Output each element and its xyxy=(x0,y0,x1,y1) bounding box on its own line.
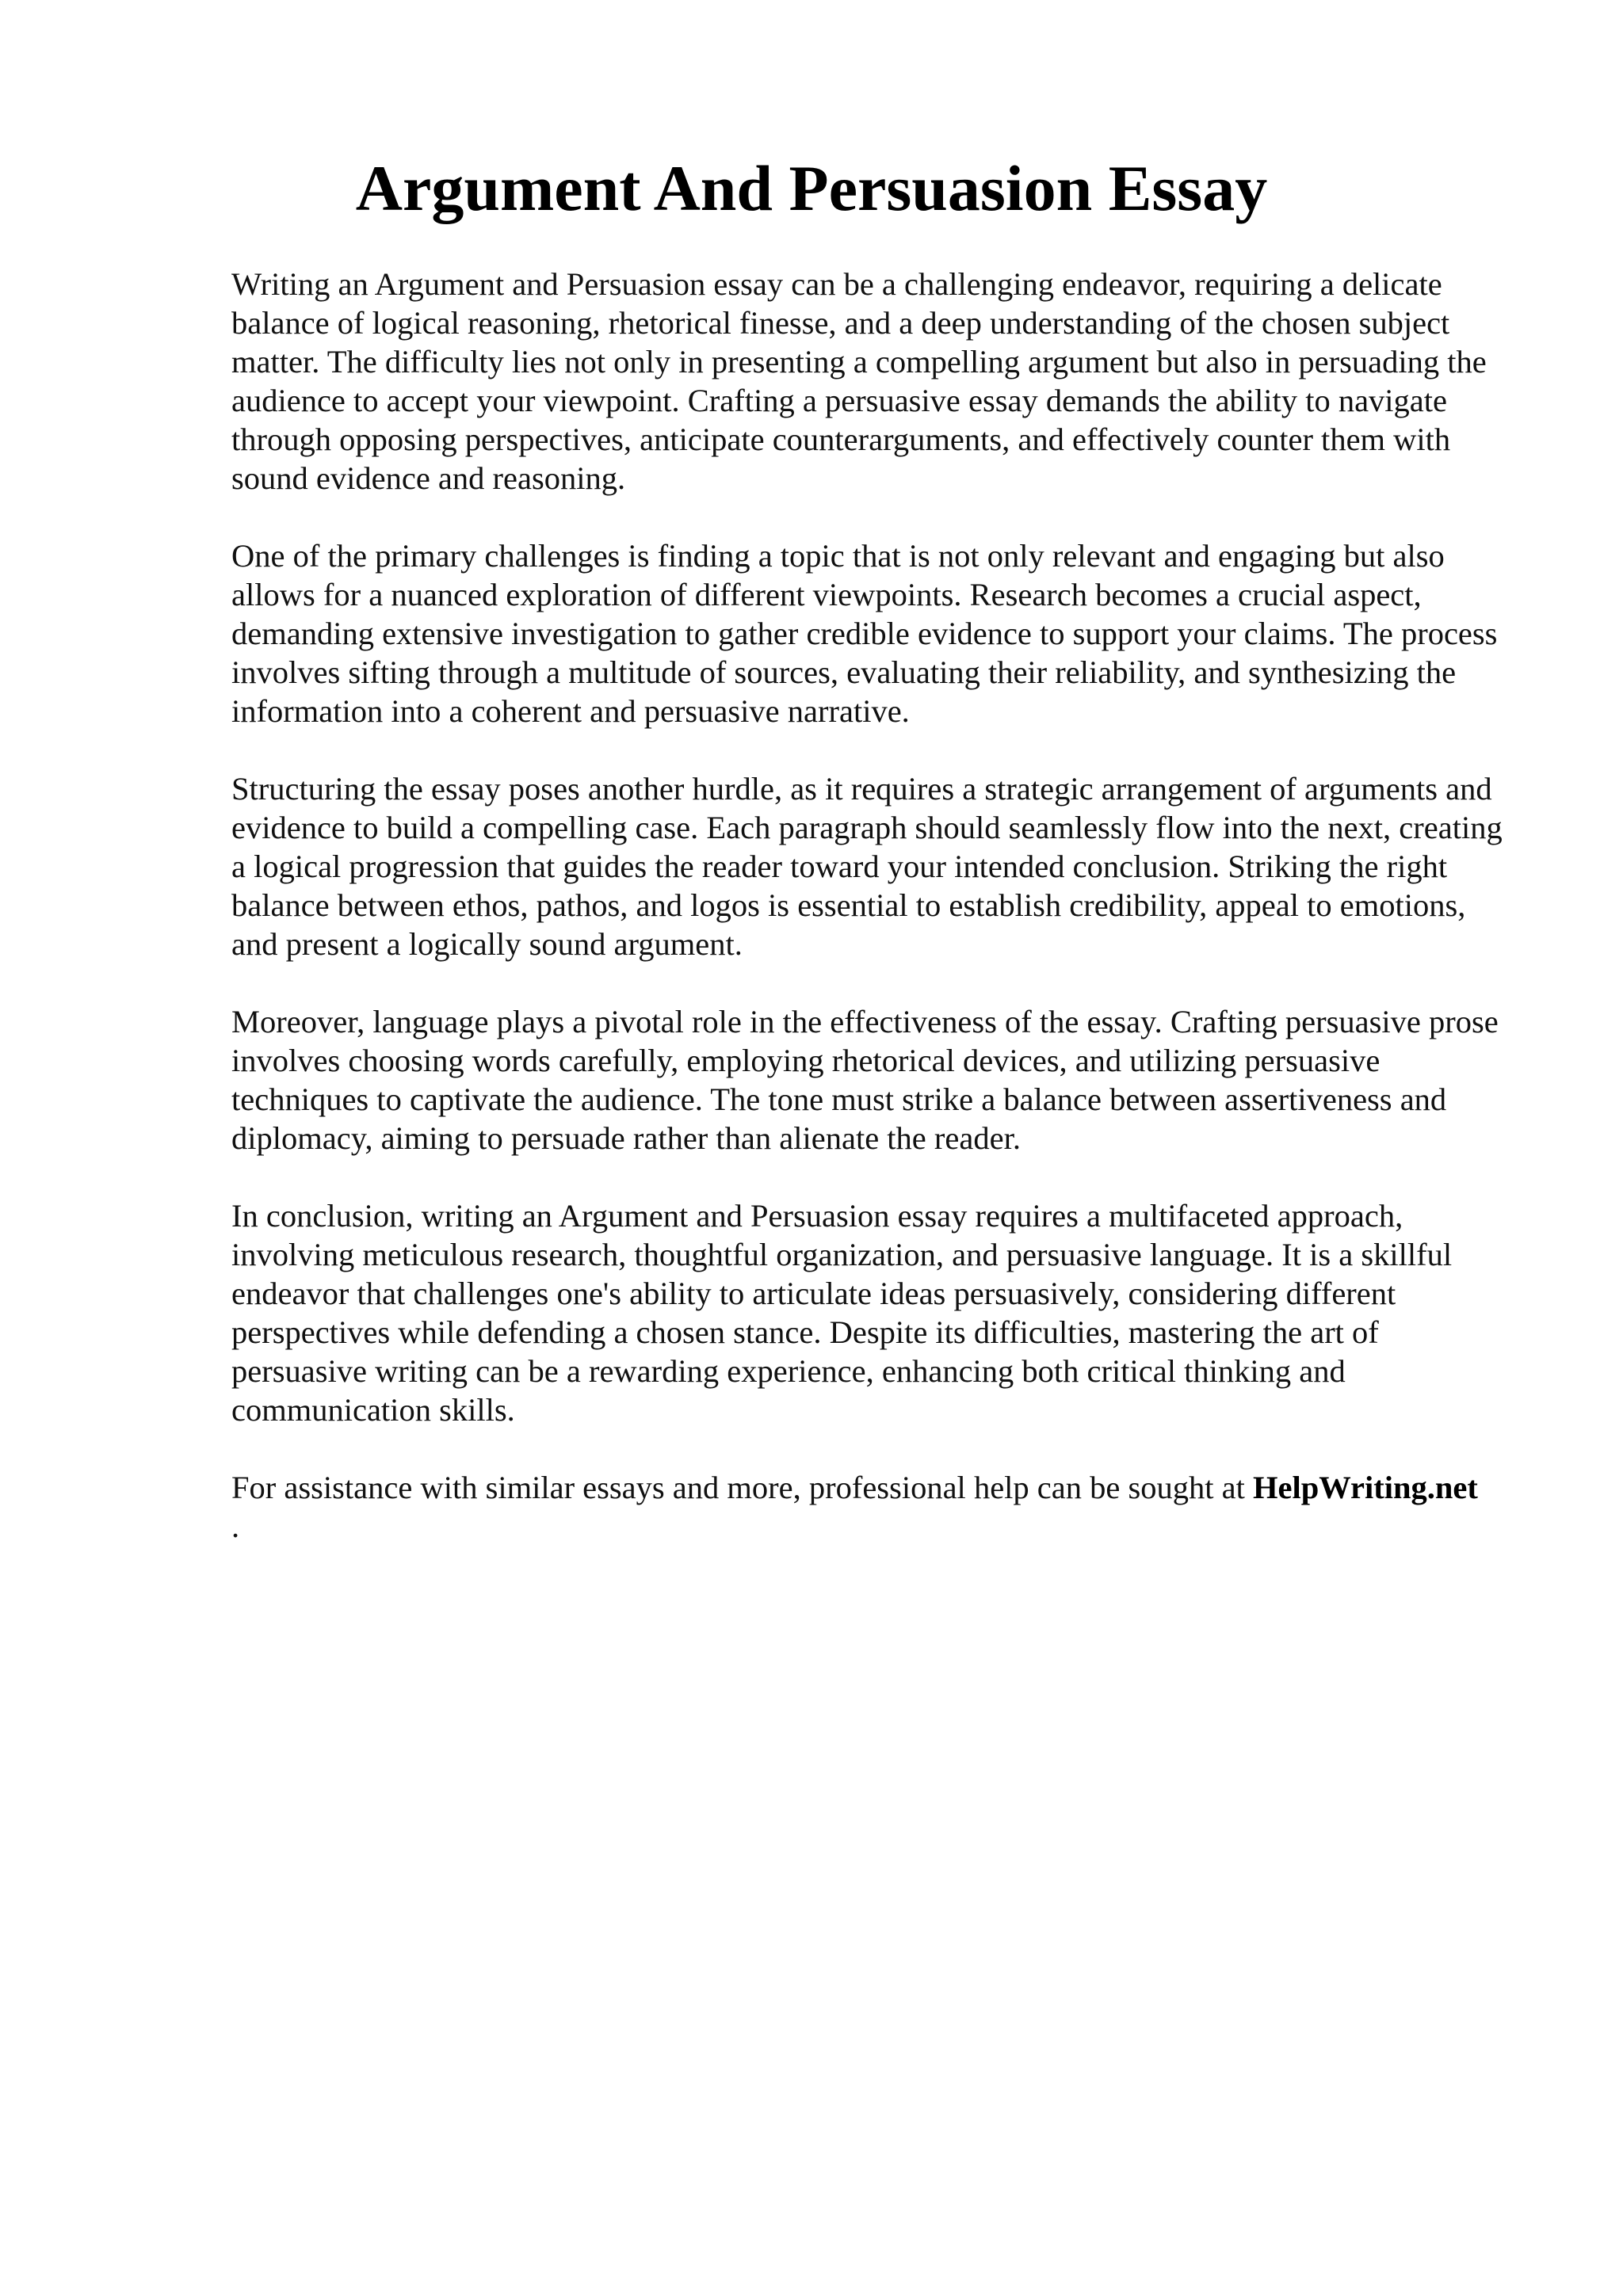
help-trailing-period: . xyxy=(231,1508,240,1544)
helpwriting-link[interactable]: HelpWriting.net xyxy=(1252,1470,1478,1505)
paragraph-intro: Writing an Argument and Persuasion essay can be a challenging endeavor, requiring a delicate balance of logical reasoning, rhetorical finesse, and a deep understanding of the chosen subject matter. The difficulty lies not only in presenting a compelling argument but also in persuading the audience to accept your viewpoint. Crafting a persuasive essay demands the ability to navigate through opposing perspectives, anticipate counterarguments, and effectively counter them with sound evidence and reasoning. xyxy=(231,266,1487,496)
essay-body xyxy=(231,265,1515,1546)
help-line xyxy=(231,1468,1515,1546)
paragraph-topic-research: One of the primary challenges is finding a topic that is not only relevant and engaging but also allows for a nuanced exploration of different viewpoints. Research becomes a crucial aspect, demanding extensive investigation to gather credible evidence to support your claims. The process involves sifting through a multitude of sources, evaluating their reliability, and synthesizing the information into a coherent and persuasive narrative. xyxy=(231,538,1498,729)
help-text: For assistance with similar essays and more, professional help can be sought at xyxy=(231,1470,1253,1505)
paragraph-language: Moreover, language plays a pivotal role in the effectiveness of the essay. Crafting persuasive prose involves choosing words carefully, employing rhetorical devices, and utilizing persuasive techniques to captivate the audience. The tone must strike a balance between assertiveness and diplomacy, aiming to persuade rather than alienate the reader. xyxy=(231,1004,1499,1156)
page-title: Argument And Persuasion Essay xyxy=(355,152,1268,224)
paragraph-structure: Structuring the essay poses another hurdle, as it requires a strategic arrangement of arguments and evidence to build a compelling case. Each paragraph should seamlessly flow into the next, creating a logical progression that guides the reader toward your intended conclusion. Striking the right balance between ethos, pathos, and logos is essential to establish credibility, appeal to emotions, and present a logically sound argument. xyxy=(231,771,1503,962)
paragraph-conclusion: In conclusion, writing an Argument and Persuasion essay requires a multifaceted approach, involving meticulous research, thoughtful organization, and persuasive language. It is a skillful endeavor that challenges one's ability to articulate ideas persuasively, considering different perspectives while defending a chosen stance. Despite its difficulties, mastering the art of persuasive writing can be a rewarding experience, enhancing both critical thinking and communication skills. xyxy=(231,1198,1453,1428)
